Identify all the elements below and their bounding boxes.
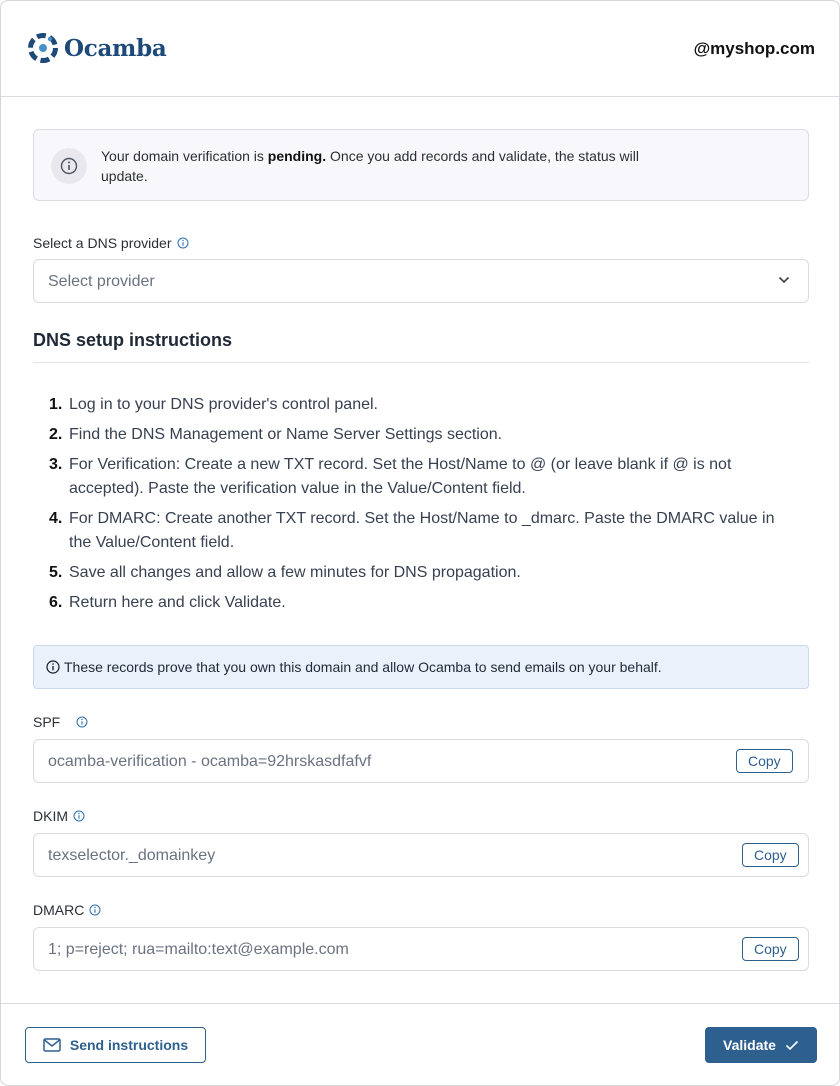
divider bbox=[33, 362, 809, 363]
verification-status-alert bbox=[33, 129, 809, 201]
step-item: 6. Return here and click Validate. bbox=[49, 594, 286, 611]
spf-record-value: ocamba-verification - ocamba=92hrskasdfafvf bbox=[48, 753, 372, 770]
dmarc-label: DMARC bbox=[33, 902, 101, 918]
instructions-title: DNS setup instructions bbox=[33, 330, 233, 350]
step-item: 4. For DMARC: Create another TXT record. Set the Host/Name to _dmarc. Paste the DMARC value in the Value/Content field. bbox=[49, 510, 775, 551]
records-info-note: These records prove that you own this domain and allow Ocamba to send emails on your behalf. bbox=[33, 645, 809, 689]
mail-icon bbox=[43, 1038, 61, 1052]
dkim-label: DKIM bbox=[33, 808, 85, 824]
brand-logo[interactable] bbox=[28, 33, 166, 63]
info-icon bbox=[60, 157, 78, 175]
alert-message: Your domain verification is pending. Once you add records and validate, the status will update. bbox=[101, 148, 639, 184]
dns-provider-select[interactable] bbox=[33, 259, 809, 303]
copy-dmarc-button[interactable]: Copy bbox=[742, 937, 799, 961]
info-icon[interactable] bbox=[89, 904, 101, 916]
step-item: 1. Log in to your DNS provider's control panel. bbox=[49, 396, 378, 413]
info-icon[interactable] bbox=[76, 716, 88, 728]
step-item: 3. For Verification: Create a new TXT record. Set the Host/Name to @ (or leave blank if @ is not accepted). Paste the verification value in the Value/Content field. bbox=[49, 456, 732, 497]
status-pending: pending. bbox=[267, 148, 327, 164]
footer bbox=[1, 1003, 839, 1086]
send-instructions-button[interactable]: Send instructions bbox=[25, 1027, 206, 1063]
spf-record-field[interactable] bbox=[33, 739, 809, 783]
dkim-record-value: texselector._domainkey bbox=[48, 847, 216, 864]
validate-button[interactable]: Validate bbox=[705, 1027, 817, 1063]
alert-icon-wrap bbox=[51, 148, 87, 184]
info-icon[interactable] bbox=[73, 810, 85, 822]
ocamba-logo-icon bbox=[28, 33, 58, 63]
info-icon[interactable] bbox=[177, 237, 189, 249]
dns-provider-label: Select a DNS provider bbox=[33, 235, 189, 251]
info-icon bbox=[46, 660, 60, 674]
dkim-record-field[interactable] bbox=[33, 833, 809, 877]
step-item: 2. Find the DNS Management or Name Server Settings section. bbox=[49, 426, 503, 443]
domain-name: @myshop.com bbox=[693, 39, 815, 58]
check-icon bbox=[785, 1040, 799, 1051]
select-placeholder: Select provider bbox=[48, 273, 155, 290]
instruction-steps bbox=[49, 393, 799, 621]
spf-label: SPF bbox=[33, 714, 88, 730]
header bbox=[1, 1, 839, 97]
step-item: 5. Save all changes and allow a few minutes for DNS propagation. bbox=[49, 564, 521, 581]
copy-dkim-button[interactable]: Copy bbox=[742, 843, 799, 867]
chevron-down-icon bbox=[778, 276, 790, 284]
dmarc-record-value: 1; p=reject; rua=mailto:text@example.com bbox=[48, 941, 349, 958]
copy-spf-button[interactable]: Copy bbox=[736, 749, 793, 773]
brand-name: Ocamba bbox=[64, 34, 167, 62]
dmarc-record-field[interactable] bbox=[33, 927, 809, 971]
